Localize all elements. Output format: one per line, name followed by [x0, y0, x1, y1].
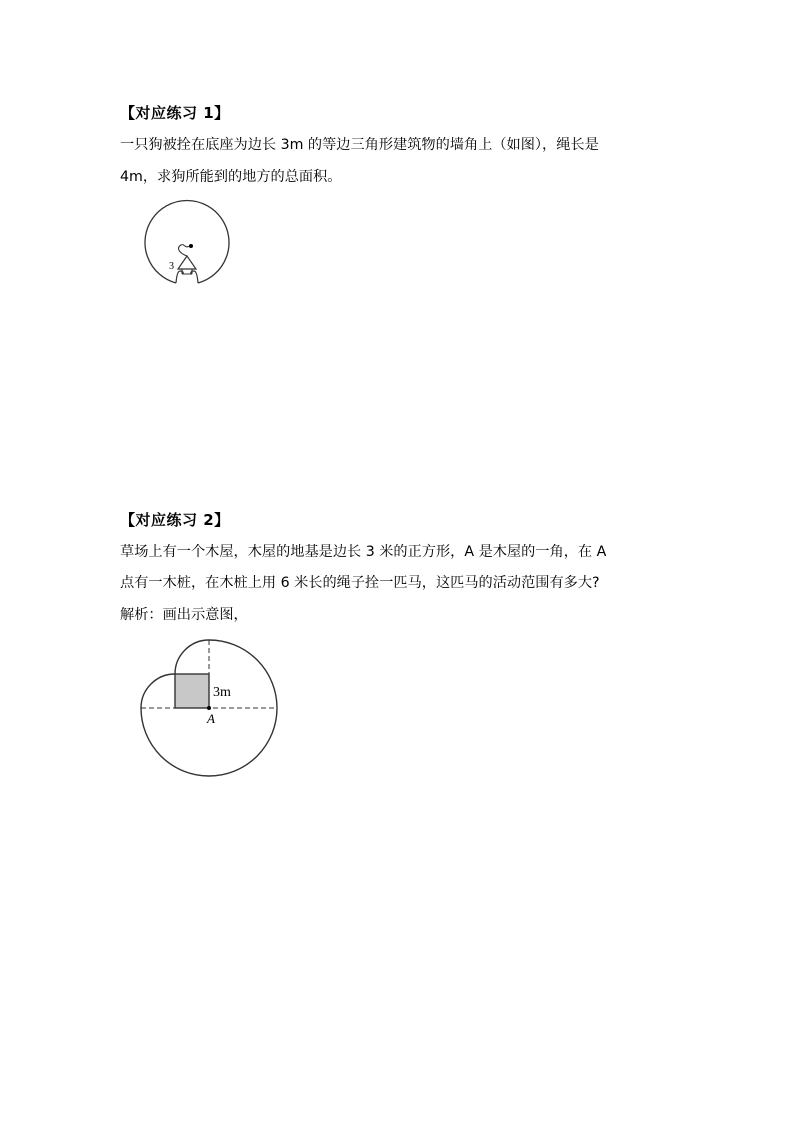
exercise-1-rope	[179, 245, 190, 256]
exercise-2-left-arc	[141, 674, 175, 708]
exercise-2-figure	[136, 632, 286, 784]
exercise-2-text-line-2: 点有一木桩，在木桩上用 6 米长的绳子拴一匹马，这匹马的活动范围有多大?	[120, 575, 600, 591]
exercise-1-heading: 【对应练习 1】	[120, 104, 230, 122]
exercise-2-heading: 【对应练习 2】	[120, 511, 230, 529]
exercise-2-top-arc	[175, 640, 209, 674]
exercise-1-figure	[138, 198, 234, 290]
exercise-1-side-label: 3	[169, 261, 174, 272]
exercise-2-text-line-3: 解析：画出示意图，	[120, 607, 248, 623]
exercise-1-triangle	[178, 256, 196, 269]
exercise-2-square-cabin	[175, 674, 209, 708]
exercise-2-point-label: A	[207, 711, 215, 726]
exercise-1-text-line-1: 一只狗被拴在底座为边长 3m 的等边三角形建筑物的墙角上（如图），绳长是	[120, 137, 599, 153]
exercise-1-text-line-2: 4m，求狗所能到的地方的总面积。	[120, 169, 342, 185]
exercise-1-stake-point	[189, 244, 193, 248]
exercise-2-side-label: 3m	[213, 685, 231, 700]
exercise-2-point-a	[207, 706, 211, 710]
exercise-1-big-arc	[145, 200, 229, 283]
exercise-2-text-line-1: 草场上有一个木屋，木屋的地基是边长 3 米的正方形，A 是木屋的一角，在 A	[120, 544, 607, 560]
